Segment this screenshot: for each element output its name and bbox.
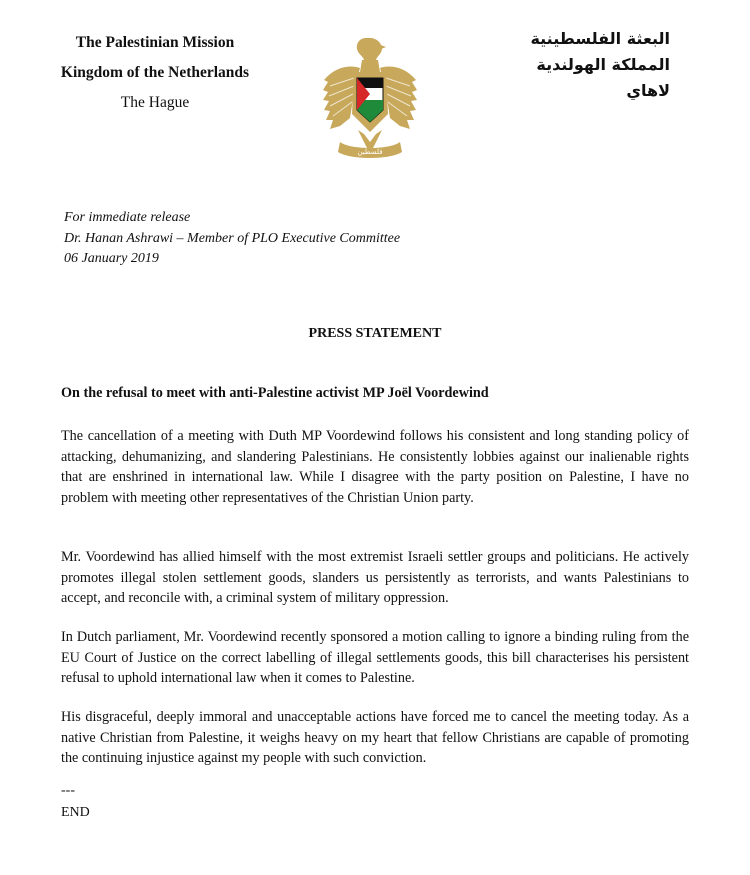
mission-header-arabic (520, 26, 670, 104)
mission-city-arabic: لاهاي (626, 81, 670, 100)
mission-name-arabic: البعثة الفلسطينية (530, 29, 670, 48)
release-date: 06 January 2019 (64, 251, 159, 266)
statement-paragraph: Mr. Voordewind has allied himself with the most extremist Israeli settler groups and politicians. He actively promotes illegal stolen settlement goods, slanders us persistently as terrorists, and wants Palestinians to accept, and reconcile with, a criminal system of military oppression. (61, 549, 689, 607)
page-title: PRESS STATEMENT (308, 326, 442, 341)
mission-header-english (40, 28, 270, 118)
statement-paragraph: His disgraceful, deeply immoral and unacceptable actions have forced me to cancel the meeting today. As a native Christian from Palestine, it weighs heavy on my heart that fellow Christians are capable of promoting the continuing injustice against my people with such conviction. (61, 709, 689, 767)
end-marker: END (61, 805, 90, 820)
mission-country: Kingdom of the Netherlands (60, 64, 250, 81)
end-separator: --- (61, 783, 75, 798)
mission-city: The Hague (120, 94, 190, 111)
statement-subtitle: On the refusal to meet with anti-Palestine activist MP Joël Voordewind (61, 385, 489, 401)
statement-paragraph: The cancellation of a meeting with Duth MP Voordewind follows his consistent and long standing policy of attacking, dehumanizing, and slandering Palestinians. He consistently lobbies against our inalienable rights that are enshrined in international law. While I disagree with the party position on Palestine, I have no problem with meeting other representatives of the Christian Union party. (61, 428, 689, 506)
release-info (64, 208, 400, 270)
release-notice: For immediate release (64, 210, 191, 225)
eagle-of-saladin-emblem-icon (320, 34, 420, 170)
mission-country-arabic: المملكة الهولندية (536, 55, 670, 74)
release-author: Dr. Hanan Ashrawi – Member of PLO Executive Committee (64, 230, 401, 246)
mission-name: The Palestinian Mission (75, 34, 235, 51)
statement-paragraph: In Dutch parliament, Mr. Voordewind recently sponsored a motion calling to ignore a binding ruling from the EU Court of Justice on the correct labelling of illegal settlements goods, this bill characterises his persistent refusal to uphold international law when it comes to Palestine. (61, 629, 689, 687)
emblem-text: فلسطين (357, 148, 383, 156)
